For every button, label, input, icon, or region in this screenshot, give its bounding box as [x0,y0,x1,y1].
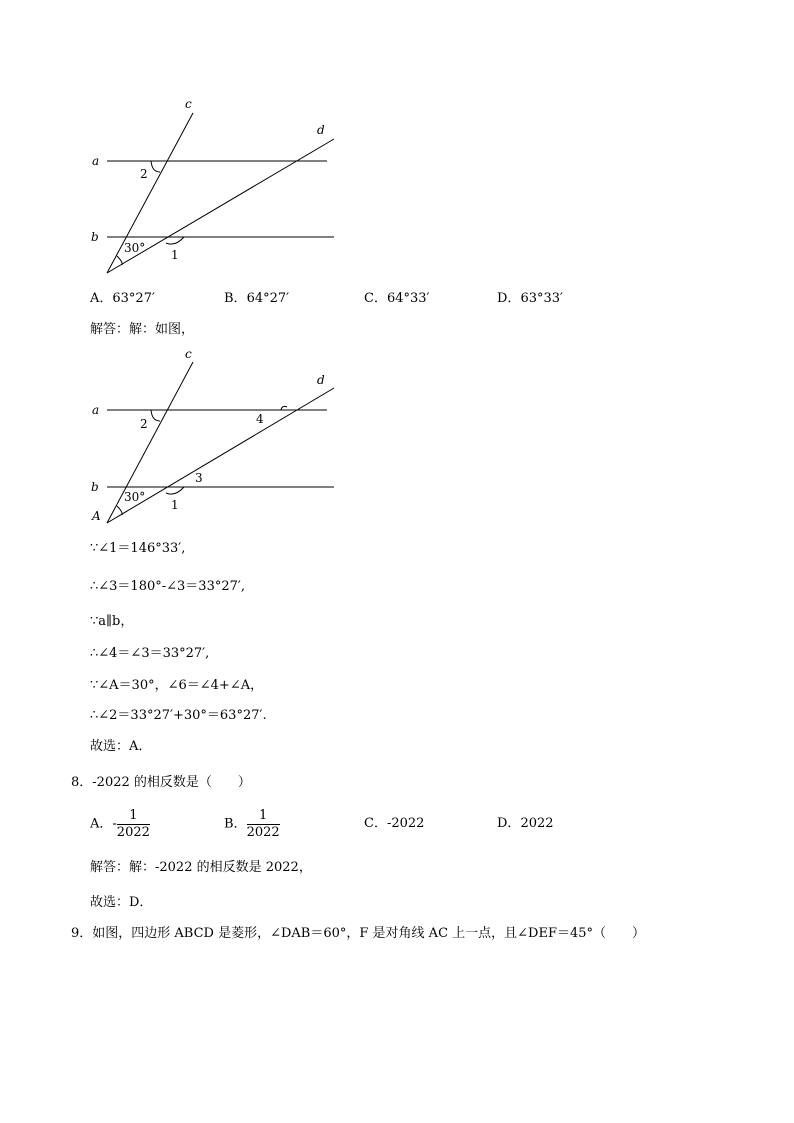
label-a: a [92,403,100,417]
q7-step-2: ∴∠3＝180°-∠3＝33°27′, [90,579,245,594]
label-angle-2: 2 [140,417,148,431]
q7-step-5: ∵∠A＝30°，∠6＝∠4+∠A， [90,678,264,693]
q7-step-1: ∵∠1＝146°33′, [90,541,186,556]
q7-step-4: ∴∠4＝∠3＝33°27′, [90,646,210,661]
q7-option-a: A．63°27′ [90,291,155,306]
angle-4-arc [281,406,287,410]
q8-option-a: A．- $\frac{1}{2022}$ [90,808,150,840]
q8-option-b: B． $\frac{1}{2022}$ [224,808,280,840]
label-c: c [185,347,192,361]
q7-option-c: C．64°33′ [364,291,430,306]
angle-1-arc [166,487,184,494]
line-c [107,362,193,523]
q9-question: 9．如图，四边形 ABCD 是菱形，∠DAB＝60°，F 是对角线 AC 上一点，且∠DEF＝45°（ ） [71,926,646,941]
q7-option-d: D．63°33′ [497,291,563,306]
q7-answer-intro: 解答：解：如图， [90,322,195,337]
label-d: d [317,373,325,387]
q8-question: 8．-2022 的相反数是（ ） [71,775,251,790]
label-angle-a: 30° [124,241,146,255]
label-a: a [92,154,100,168]
label-angle-1: 1 [171,248,179,262]
q8-answer: 解答：解：-2022 的相反数是 2022， [90,860,312,875]
q8-option-d: D．2022 [497,816,554,831]
label-angle-1: 1 [171,498,179,512]
q7-option-b: B．64°27′ [224,291,290,306]
label-d: d [317,123,325,137]
q7-step-3: ∵a∥b， [90,614,134,629]
label-angle-a: 30° [124,490,146,504]
label-angle-4: 4 [256,412,264,426]
q7-step-6: ∴∠2＝33°27′+30°＝63°27′. [90,708,267,723]
q7-step-7: 故选：A． [90,739,152,754]
q8-option-c: C．-2022 [364,816,425,831]
label-c: c [185,97,192,111]
label-angle-3: 3 [195,471,203,485]
angle-a-arc [117,506,122,515]
label-angle-2: 2 [140,167,148,181]
label-b: b [91,480,99,494]
q8-choice: 故选：D． [90,895,153,910]
label-b: b [91,230,99,244]
fraction: $\frac{1}{2022}$ [246,808,280,840]
figure-2 [0,0,794,540]
fraction: $\frac{1}{2022}$ [116,808,150,840]
angle-2-arc [151,410,160,421]
label-vertex-a: A [92,509,101,523]
